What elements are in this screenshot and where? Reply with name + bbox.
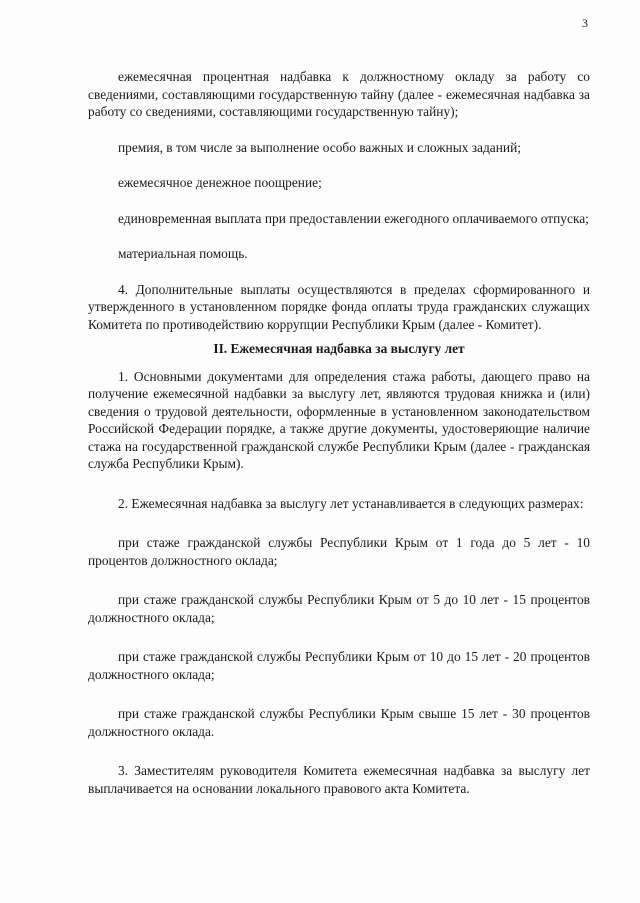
- section-heading: II. Ежемесячная надбавка за выслугу лет: [213, 341, 465, 356]
- paragraph-deputies: 3. Заместителям руководителя Комитета ежемесячная надбавка за выслугу лет выплачивается на основании локального правового акта Комитета.: [88, 763, 590, 796]
- rate-item-10-15: при стаже гражданской службы Республики Крым от 10 до 15 лет - 20 процентов должностного оклада;: [88, 649, 590, 682]
- list-item-monthly-incentive: ежемесячное денежное поощрение;: [118, 175, 322, 190]
- document-body: [88, 68, 590, 797]
- paragraph-additional-payments: 4. Дополнительные выплаты осуществляются в пределах сформированного и утвержденного в установленном порядке фонда оплаты труда гражданских служащих Комитета по противодействию коррупции Республики Крым (далее - Комитет).: [88, 281, 590, 332]
- page-number: 3: [582, 16, 588, 30]
- list-item-material-aid: материальная помощь.: [118, 246, 248, 261]
- rate-item-1-5: при стаже гражданской службы Республики Крым от 1 года до 5 лет - 10 процентов должностного оклада;: [88, 535, 590, 568]
- rate-item-5-10: при стаже гражданской службы Республики Крым от 5 до 10 лет - 15 процентов должностного оклада;: [88, 592, 590, 625]
- paragraph-sizes: 2. Ежемесячная надбавка за выслугу лет устанавливается в следующих размерах:: [118, 495, 584, 511]
- paragraph-documents: 1. Основными документами для определения стажа работы, дающего право на получение ежемесячной надбавки за выслугу лет, являются трудовая книжка и (или) сведения о трудовой деятельности, оформленные в установленном законодательством Российской Федерации порядке, а также другие документы, удостоверяющие наличие стажа на государственной гражданской службе Республики Крым (далее - гражданская служба Республики Крым).: [88, 368, 590, 471]
- rate-item-over-15: при стаже гражданской службы Республики Крым свыше 15 лет - 30 процентов должностного оклада.: [88, 706, 590, 739]
- list-item-vacation-payment: единовременная выплата при предоставлении ежегодного оплачиваемого отпуска;: [118, 210, 589, 226]
- list-item-secret-allowance: ежемесячная процентная надбавка к должностному окладу за работу со сведениями, составляющими государственную тайну (далее - ежемесячная надбавка за работу со сведениями, составляющими государственную тайну);: [88, 69, 590, 119]
- list-item-bonus: премия, в том числе за выполнение особо важных и сложных заданий;: [118, 139, 521, 155]
